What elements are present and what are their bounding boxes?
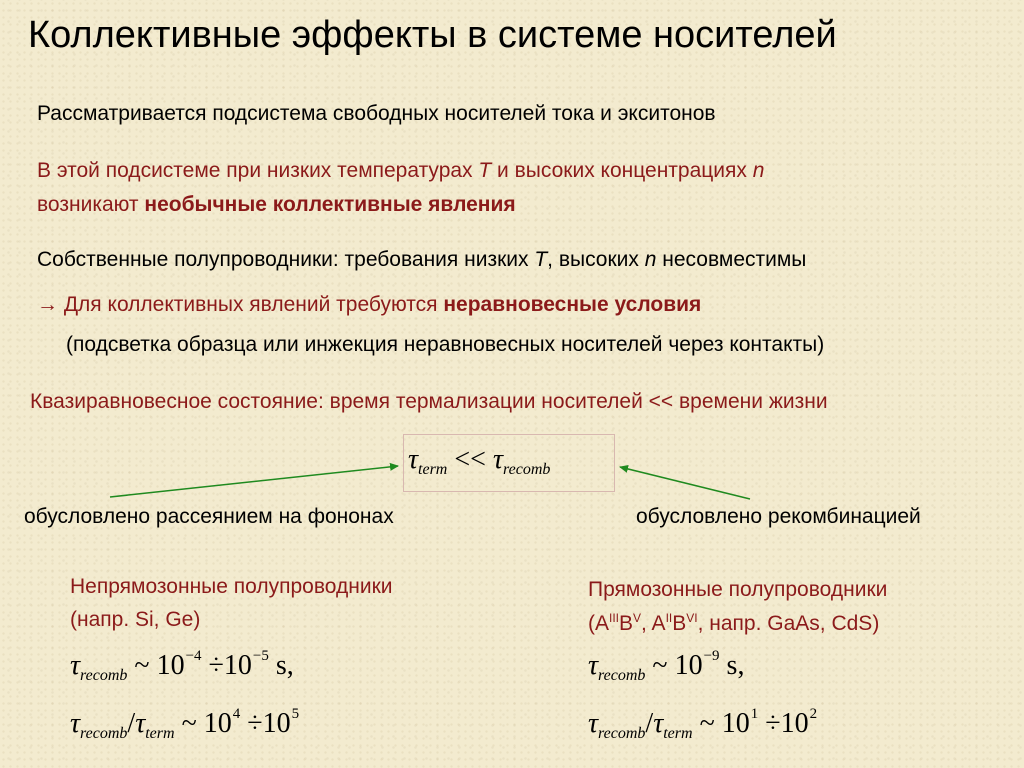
direct-gap-heading: Прямозонные полупроводники (588, 578, 888, 601)
group-superscript: II (665, 611, 673, 625)
subscript-term: term (145, 725, 175, 742)
range-operator: ÷ (240, 708, 263, 739)
text-segment: и высоких концентрациях (491, 159, 753, 182)
indirect-gap-heading: Непрямозонные полупроводники (70, 575, 393, 598)
symbol-T: T (478, 159, 492, 182)
intro-line: Рассматривается подсистема свободных носителей тока и экситонов (37, 102, 716, 125)
exponent: 1 (750, 706, 759, 722)
tilde-operator: ~ (174, 708, 204, 739)
tau-symbol: τ (70, 650, 81, 681)
exponent: −5 (252, 648, 269, 664)
subscript-term: term (418, 461, 448, 478)
base-ten: 10 (262, 708, 291, 739)
text-segment: , высоких (547, 248, 645, 271)
collective-phenomena-emphasis: необычные коллективные явления (144, 193, 516, 216)
excitation-note: (подсветка образца или инжекция неравновесных носителей через контакты) (66, 333, 825, 356)
exponent: 4 (232, 706, 241, 722)
tau-symbol: τ (408, 444, 419, 475)
tau-symbol: τ (588, 708, 599, 739)
much-less-operator: << (447, 444, 493, 475)
text-segment: В этой подсистеме при низких температурах (37, 159, 479, 182)
right-arrow (620, 467, 750, 499)
group-superscript: III (609, 611, 620, 625)
tau-symbol: τ (70, 708, 81, 739)
range-operator: ÷ (758, 708, 781, 739)
tau-symbol: τ (653, 708, 664, 739)
subscript-recomb: recomb (502, 461, 551, 478)
range-operator: ÷ (201, 650, 224, 681)
subscript-term: term (663, 725, 693, 742)
subscript-recomb: recomb (80, 667, 128, 684)
subscript-recomb: recomb (598, 667, 646, 684)
text-segment: (A (588, 612, 609, 635)
tilde-operator: ~ (645, 650, 675, 681)
direct-recomb-time-formula (588, 648, 744, 685)
quasi-equilibrium-line: Квазиравновесное состояние: время термализации носителей << времени жизни (30, 390, 828, 413)
base-ten: 10 (203, 708, 232, 739)
base-ten: 10 (156, 650, 185, 681)
indirect-recomb-time-formula (70, 648, 294, 685)
text-segment: B (672, 612, 687, 635)
symbol-n: n (644, 248, 657, 271)
text-segment: , A (641, 612, 666, 635)
exponent: −9 (703, 648, 720, 664)
division-slash: / (645, 708, 654, 739)
tilde-operator: ~ (127, 650, 157, 681)
page-title: Коллективные эффекты в системе носителей (28, 14, 837, 56)
base-ten: 10 (780, 708, 809, 739)
text-segment: B (619, 612, 634, 635)
text-segment: , напр. GaAs, CdS) (697, 612, 880, 635)
text-segment: Собственные полупроводники: требования низких (37, 248, 535, 271)
direct-gap-examples (588, 611, 879, 636)
tau-symbol: τ (492, 444, 503, 475)
text-segment: → Для коллективных явлений требуются (37, 293, 444, 316)
group-superscript: V (633, 611, 642, 625)
symbol-T: T (534, 248, 548, 271)
subscript-recomb: recomb (80, 725, 128, 742)
subscript-recomb: recomb (598, 725, 646, 742)
division-slash: / (127, 708, 136, 739)
base-ten: 10 (721, 708, 750, 739)
group-superscript: VI (686, 611, 698, 625)
text-segment: возникают (37, 193, 145, 216)
left-arrow (110, 466, 398, 497)
symbol-n: n (752, 159, 765, 182)
recombination-caption: обусловлено рекомбинацией (636, 505, 921, 528)
exponent: 5 (291, 706, 300, 722)
text-segment: несовместимы (656, 248, 807, 271)
nonequilibrium-emphasis: неравновесные условия (443, 293, 702, 316)
tilde-operator: ~ (692, 708, 722, 739)
exponent: −4 (185, 648, 202, 664)
phonon-scattering-caption: обусловлено рассеянием на фононах (24, 505, 394, 528)
base-ten: 10 (674, 650, 703, 681)
unit-seconds: s, (719, 650, 745, 681)
tau-symbol: τ (135, 708, 146, 739)
exponent: 2 (809, 706, 818, 722)
base-ten: 10 (223, 650, 252, 681)
tau-symbol: τ (588, 650, 599, 681)
indirect-gap-examples: (напр. Si, Ge) (70, 608, 201, 631)
unit-seconds: s, (268, 650, 294, 681)
direct-ratio-formula (588, 706, 817, 743)
indirect-ratio-formula (70, 706, 299, 743)
